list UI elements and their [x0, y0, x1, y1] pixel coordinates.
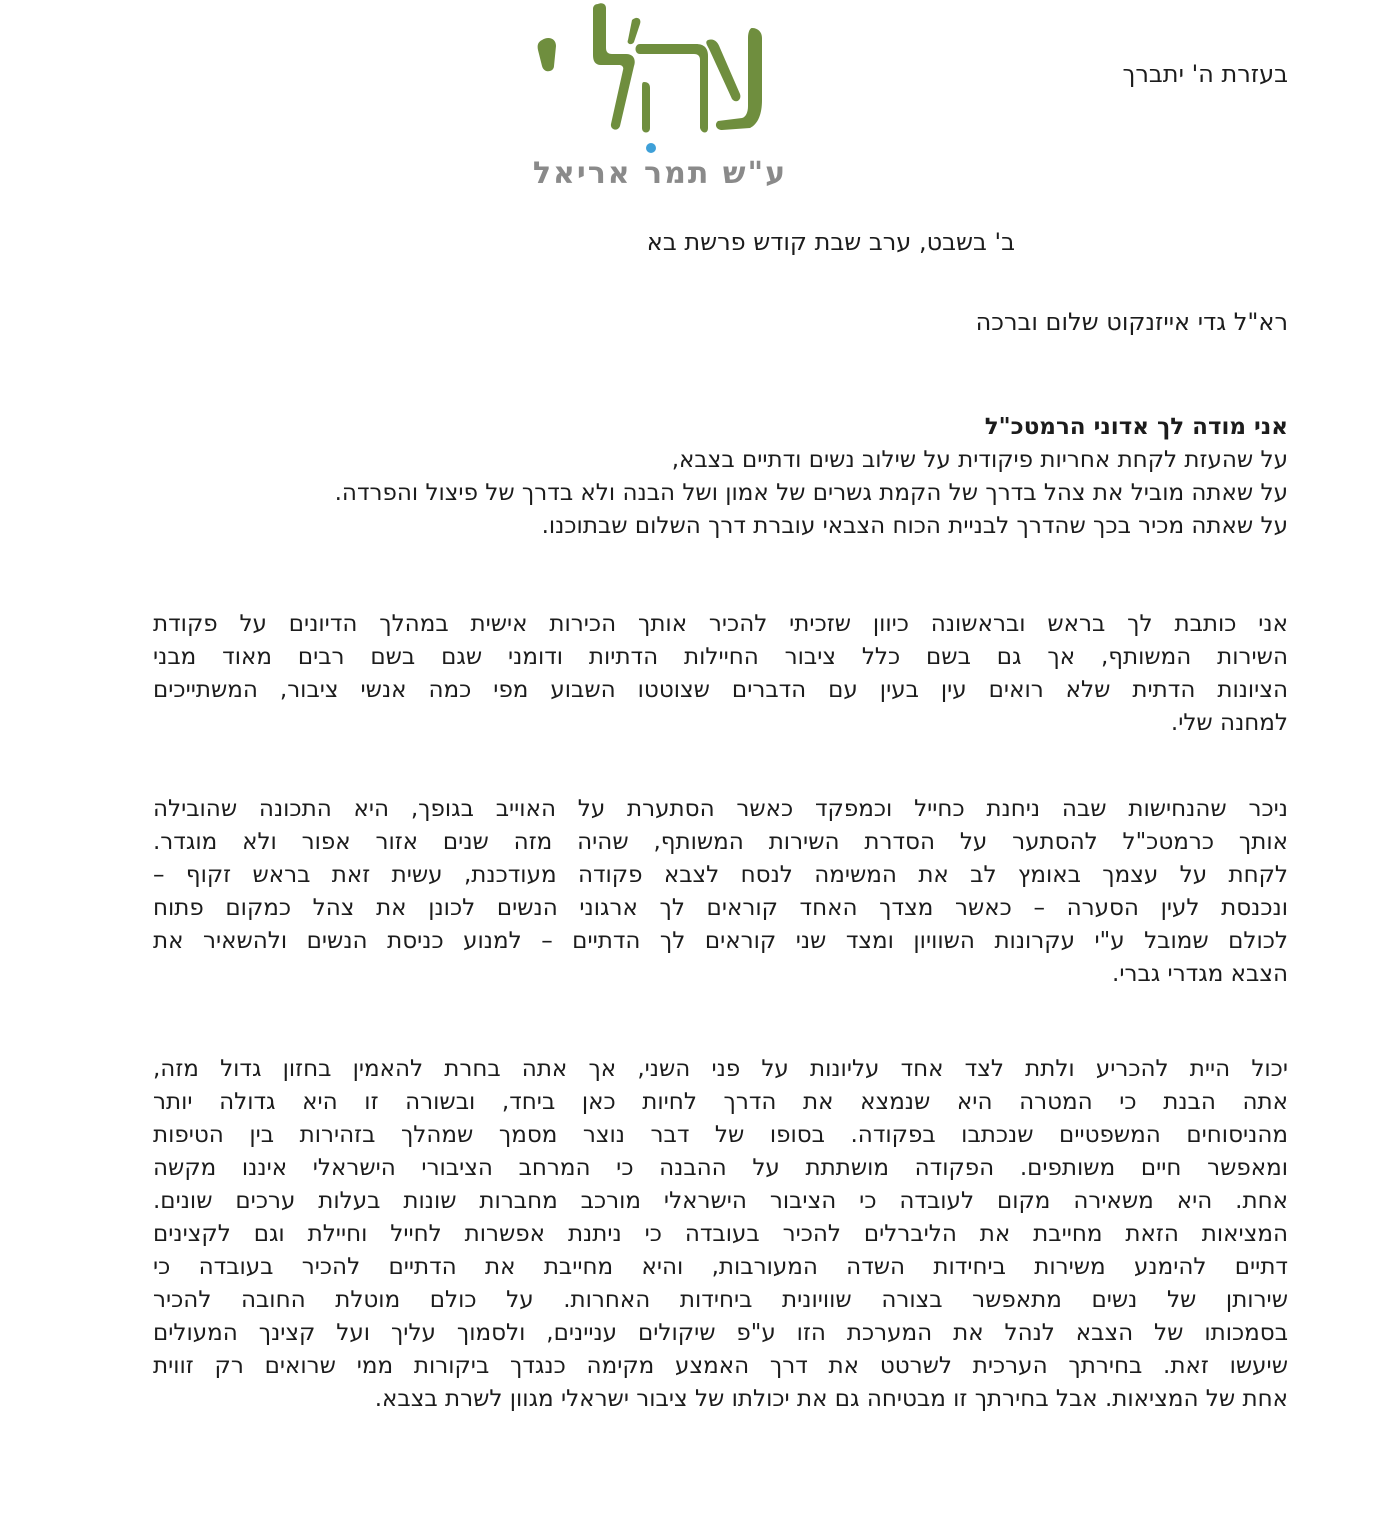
- logo-subtitle: ע"ש תמר אריאל: [532, 156, 788, 191]
- paragraph-line: שירותן של נשים מתאפשר בצורה שוויונית ביחידות האחרות. על כולם מוטלת החובה להכיר: [153, 1287, 1288, 1313]
- thanks-line: על שאתה מכיר בכך שהדרך לבניית הכוח הצבאי עוברת דרך השלום שבתוכנו.: [541, 513, 1288, 539]
- thanks-line: על שאתה מוביל את צהל בדרך של הקמת גשרים של אמון ושל הבנה ולא בדרך של פיצול והפרדה.: [334, 480, 1288, 506]
- thanks-heading: אני מודה לך אדוני הרמטכ"ל: [984, 414, 1288, 440]
- paragraph-line: הצבא מגדרי גברי.: [1112, 961, 1288, 987]
- thanks-section: [153, 411, 1288, 543]
- paragraph-line: דתיים להימנע משירות ביחידות השדה המעורבות, והיא מחייבת את הדתיים להכיר בעובדה כי: [153, 1254, 1288, 1280]
- paragraph-line: למחנה שלי.: [1170, 710, 1288, 736]
- paragraph-line: השירות המשותף, אך גם בשם כלל ציבור החיילות הדתיות ודומני שגם בשם רבים מאוד מבני: [153, 644, 1288, 670]
- paragraph-line: הציונות הדתית שלא רואים עין בעין עם הדברים שצוטטו השבוע מפי כמה אנשי ציבור, המשתייכים: [153, 677, 1288, 703]
- paragraph-line: שיעשו זאת. בחירתך הערכית לשרטט את דרך האמצע מקימה כנגדך ביקורות ממי שרואים רק זווית: [153, 1353, 1288, 1379]
- paragraph-line: לכולם שמובל ע"י עקרונות השוויון ומצד שני קוראים לך הדתיים – למנוע כניסת הנשים ולהשאיר את: [153, 928, 1288, 954]
- letter-date: ב' בשבט, ערב שבת קודש פרשת בא: [646, 228, 1015, 256]
- paragraph-line: אותך כרמטכ"ל להסתער על הסדרת השירות המשותף, שהיה מזה שנים אזור אפור ולא מוגדר.: [153, 829, 1288, 855]
- logo-dot: [646, 143, 656, 153]
- paragraph-line: ונכנסת לעין הסערה – כאשר מצדך האחד קוראים לך ארגוני הנשים לכונן את צהל כמקום פתוח: [153, 895, 1288, 921]
- paragraph-2: [153, 793, 1288, 991]
- paragraph-1: [153, 608, 1288, 740]
- paragraph-line: המציאות הזאת מחייבת את הליברלים להכיר בעובדה כי ניתנת אפשרות לחייל וחיילת וגם לקצינים: [153, 1221, 1288, 1247]
- paragraph-line: ומאפשר חיים משותפים. הפקודה מושתתת על ההבנה כי המרחב הציבורי הישראלי איננו מקשה: [153, 1155, 1288, 1181]
- paragraph-line: ניכר שהנחישות שבה ניחנת כחייל וכמפקד כאשר הסתערת על האוייב בגופך, היא התכונה שהובילה: [153, 796, 1288, 822]
- organization-logo: [520, 0, 790, 200]
- paragraph-3: [153, 1053, 1288, 1416]
- thanks-line: על שהעזת לקחת אחריות פיקודית על שילוב נשים ודתיים בצבא,: [671, 447, 1288, 473]
- salutation: רא"ל גדי אייזנקוט שלום וברכה: [975, 308, 1288, 336]
- paragraph-line: מהניסוחים המשפטיים שנכתבו בפקודה. בסופו של דבר נוצר מסמך שמהלך בזהירות בין הטיפות: [153, 1122, 1288, 1148]
- paragraph-line: אני כותבת לך בראש ובראשונה כיוון שזכיתי להכיר אותך הכירות אישית במהלך הדיונים על פקודת: [153, 611, 1288, 637]
- paragraph-line: בסמכותו של הצבא לנהל את המערכת הזו ע"פ שיקולים עניינים, ולסמוך עליך ועל קצינך המעולים: [153, 1320, 1288, 1346]
- paragraph-line: אתה הבנת כי המטרה היא שנמצא את הדרך לחיות כאן ביחד, ובשורה זו היא גדולה יותר: [153, 1089, 1288, 1115]
- logo-wordmark: [520, 0, 790, 155]
- paragraph-line: אחת. היא משאירה מקום לעובדה כי הציבור הישראלי מורכב מחברות שונות בעלות ערכים שונים.: [153, 1188, 1288, 1214]
- paragraph-line: אחת של המציאות. אבל בחירתך זו מבטיחה גם את יכולתו של ציבור ישראלי מגוון לשרת בצבא.: [374, 1386, 1288, 1412]
- paragraph-line: לקחת על עצמך באומץ לב את המשימה לנסח לצבא פקודה מעודכנת, עשית זאת בראש זקוף –: [153, 862, 1288, 888]
- paragraph-line: יכול היית להכריע ולתת לצד אחד עליונות על פני השני, אך אתה בחרת להאמין בחזון גדול מזה,: [153, 1056, 1288, 1082]
- blessing-header: בעזרת ה' יתברך: [1122, 60, 1288, 88]
